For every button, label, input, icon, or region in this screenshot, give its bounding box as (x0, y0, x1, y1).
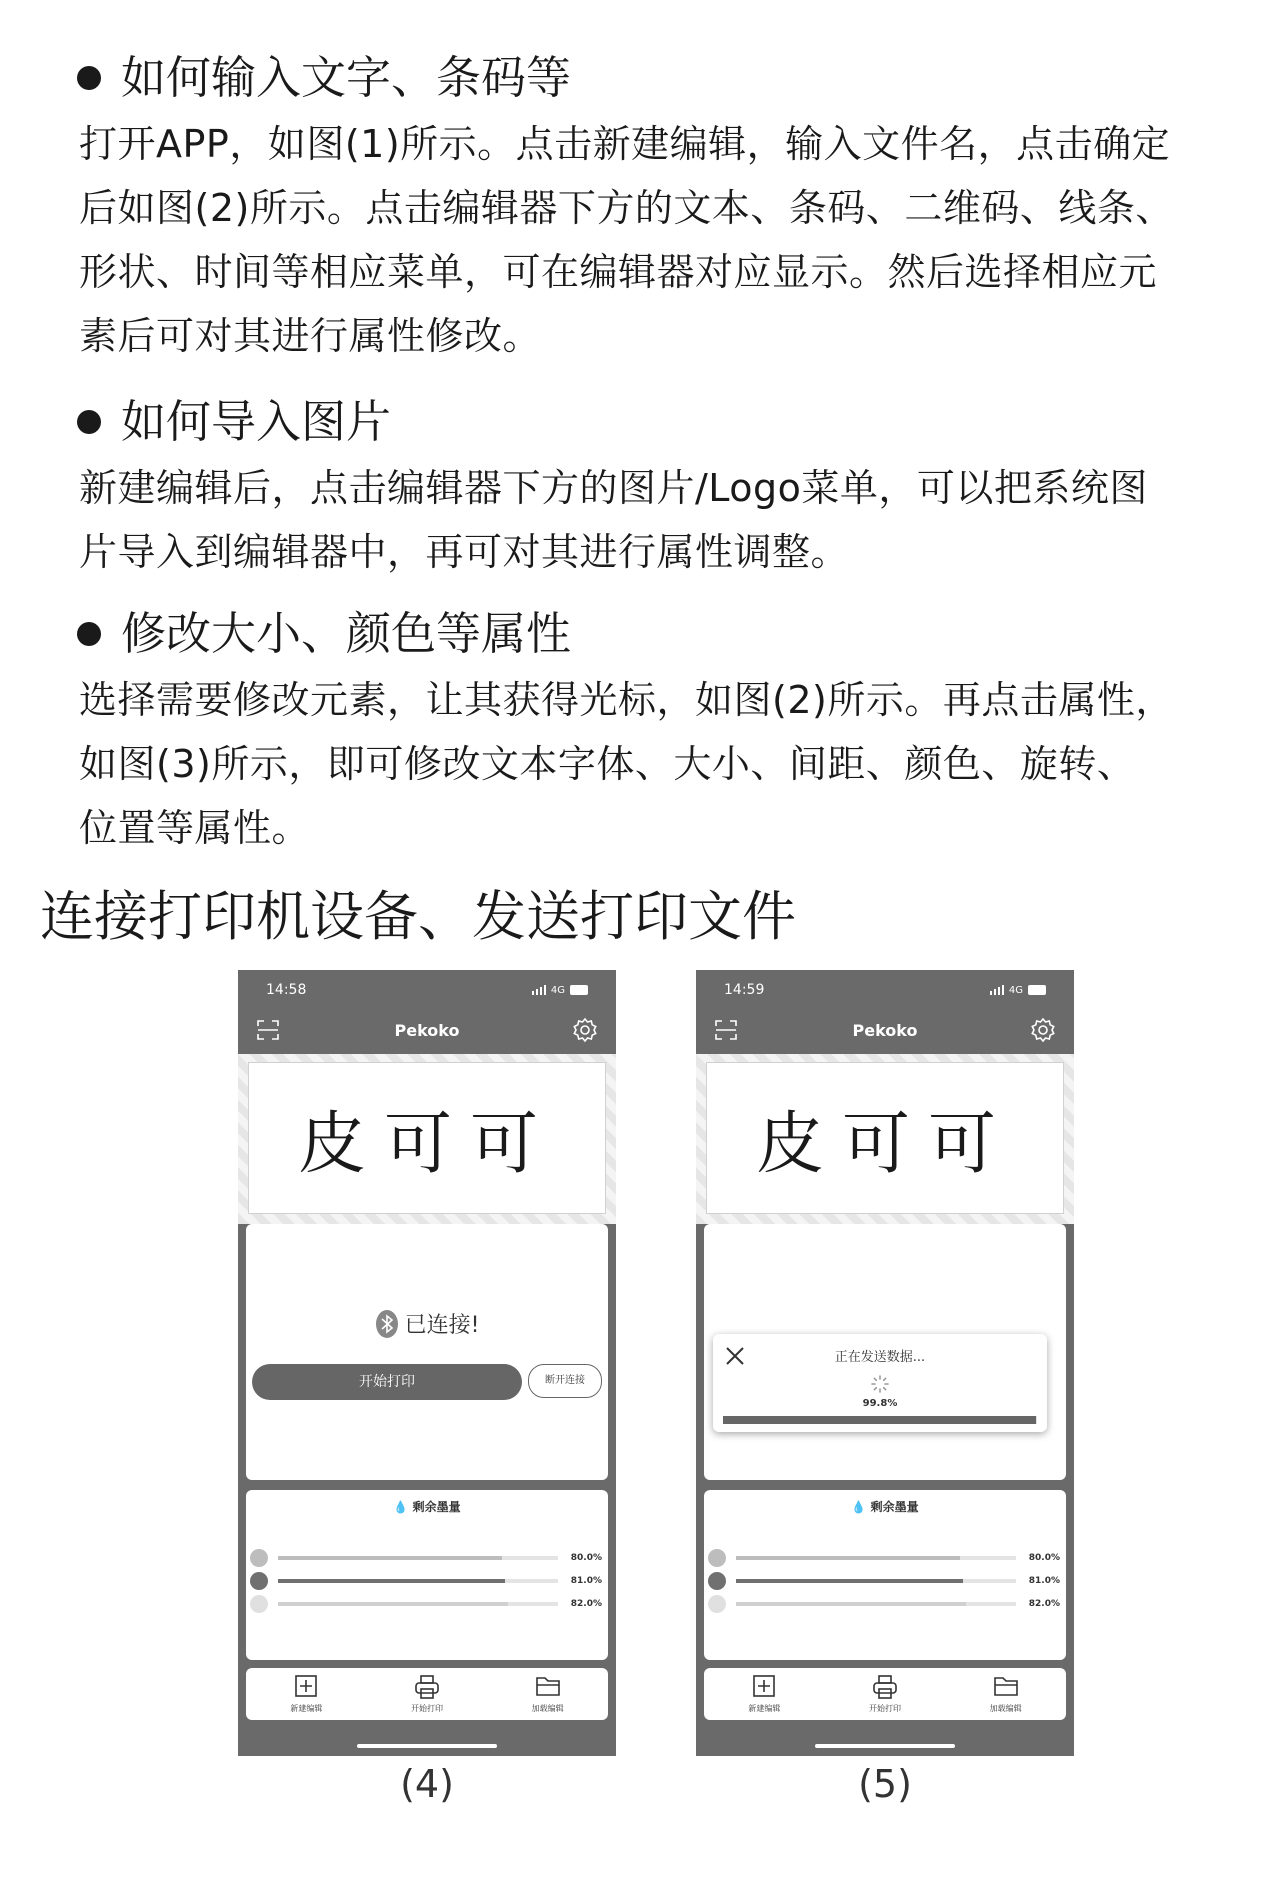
ink-row (708, 1571, 1060, 1591)
bottom-nav (246, 1668, 608, 1720)
figure-caption: (4) (400, 1762, 454, 1806)
section-body (79, 668, 1209, 860)
ink-drop-icon: 💧 (393, 1500, 409, 1514)
ink-bar-fill (736, 1556, 960, 1560)
ink-title: 剩余墨量 (412, 1500, 461, 1514)
ink-percent: 80.0% (570, 1553, 602, 1563)
nav-new-edit[interactable] (290, 1674, 322, 1714)
status-time: 14:59 (724, 982, 765, 998)
ink-color-dot (708, 1595, 726, 1613)
section-body (79, 456, 1209, 584)
body-line: 打开APP，如图(1)所示。点击新建编辑，输入文件名，点击确定 (79, 122, 1171, 166)
page-heading: 连接打印机设备、发送打印文件 (40, 885, 796, 948)
ink-drop-icon: 💧 (851, 1500, 867, 1514)
body-line: 形状、时间等相应菜单，可在编辑器对应显示。然后选择相应元 (79, 250, 1158, 294)
ink-heading (704, 1498, 1066, 1515)
ink-bar-fill (278, 1579, 505, 1583)
figure-caption: (5) (858, 1762, 912, 1806)
battery-icon (570, 985, 588, 995)
ink-color-dot (250, 1595, 268, 1613)
nav-start-print[interactable] (869, 1674, 901, 1714)
add-box-icon (750, 1674, 778, 1700)
loading-spinner-icon (870, 1374, 890, 1394)
ink-bar (278, 1579, 558, 1583)
ink-title: 剩余墨量 (870, 1500, 919, 1514)
ink-panel (704, 1490, 1066, 1660)
gear-icon[interactable] (1030, 1017, 1056, 1043)
printer-icon (413, 1674, 441, 1700)
connection-status (246, 1308, 608, 1339)
nav-label: 开始打印 (868, 1704, 901, 1713)
body-line: 选择需要修改元素，让其获得光标，如图(2)所示。再点击属性， (79, 678, 1174, 722)
add-box-icon (292, 1674, 320, 1700)
nav-new-edit[interactable] (748, 1674, 780, 1714)
body-line: 位置等属性。 (79, 806, 311, 850)
section-title: 如何导入图片 (121, 395, 392, 448)
body-line: 后如图(2)所示。点击编辑器下方的文本、条码、二维码、线条、 (79, 186, 1174, 230)
gear-icon[interactable] (572, 1017, 598, 1043)
disconnect-button[interactable]: 断开连接 (528, 1364, 602, 1398)
ink-percent: 82.0% (570, 1599, 602, 1609)
ink-row (708, 1594, 1060, 1614)
sending-dialog (713, 1334, 1047, 1432)
nav-load-edit[interactable] (532, 1674, 564, 1714)
home-indicator (815, 1744, 955, 1748)
canvas-text: 皮可可 (755, 1104, 1014, 1184)
section-import-image (75, 392, 1215, 584)
ink-bar-fill (278, 1602, 508, 1606)
nav-start-print[interactable] (411, 1674, 443, 1714)
signal-icon (532, 985, 546, 995)
ink-color-dot (708, 1572, 726, 1590)
body-line: 素后可对其进行属性修改。 (79, 314, 542, 358)
status-indicators (990, 985, 1046, 996)
app-title: Pekoko (394, 1021, 460, 1040)
ink-percent: 80.0% (1028, 1553, 1060, 1563)
sending-progress-fill (723, 1416, 1036, 1424)
ink-bar (278, 1556, 558, 1560)
ink-row (708, 1548, 1060, 1568)
ink-bar (736, 1579, 1016, 1583)
ink-color-dot (250, 1572, 268, 1590)
nav-label: 开始打印 (410, 1704, 443, 1713)
start-print-button[interactable]: 开始打印 (252, 1364, 522, 1400)
ink-bar-fill (736, 1579, 963, 1583)
bluetooth-icon (375, 1309, 399, 1339)
app-title: Pekoko (852, 1021, 918, 1040)
ink-bar-fill (278, 1556, 502, 1560)
section-text-input (75, 48, 1215, 368)
bottom-nav (704, 1668, 1066, 1720)
ink-row (250, 1571, 602, 1591)
label-canvas[interactable] (248, 1062, 606, 1214)
bullet-icon (77, 410, 101, 434)
body-line: 新建编辑后，点击编辑器下方的图片/Logo菜单，可以把系统图 (79, 466, 1148, 510)
sending-percent: 99.8% (862, 1398, 898, 1409)
nav-label: 加载编辑 (989, 1704, 1022, 1713)
body-line: 片导入到编辑器中，再可对其进行属性调整。 (79, 530, 850, 574)
ink-bar (736, 1556, 1016, 1560)
ink-percent: 81.0% (570, 1576, 602, 1586)
connected-label: 已连接! (404, 1313, 480, 1338)
ink-percent: 81.0% (1028, 1576, 1060, 1586)
ink-bar-fill (736, 1602, 966, 1606)
section-title: 如何输入文字、条码等 (121, 51, 572, 104)
signal-icon (990, 985, 1004, 995)
sending-message: 正在发送数据... (834, 1350, 926, 1365)
ink-color-dot (250, 1549, 268, 1567)
section-title: 修改大小、颜色等属性 (121, 607, 572, 660)
ink-color-dot (708, 1549, 726, 1567)
ink-percent: 82.0% (1028, 1599, 1060, 1609)
section-heading (75, 48, 1215, 108)
status-bar (724, 978, 1046, 1002)
body-line: 如图(3)所示，即可修改文本字体、大小、间距、颜色、旋转、 (79, 742, 1136, 786)
section-modify-properties (75, 604, 1215, 860)
ink-heading (246, 1498, 608, 1515)
home-indicator (357, 1744, 497, 1748)
ink-bar (278, 1602, 558, 1606)
nav-label: 加载编辑 (531, 1704, 564, 1713)
folder-icon (992, 1674, 1020, 1700)
bullet-icon (77, 622, 101, 646)
battery-icon (1028, 985, 1046, 995)
ink-row (250, 1548, 602, 1568)
nav-label: 新建编辑 (290, 1704, 323, 1713)
ink-bar (736, 1602, 1016, 1606)
nav-label: 新建编辑 (748, 1704, 781, 1713)
sending-progress-bar (723, 1416, 1037, 1424)
bullet-icon (77, 66, 101, 90)
network-label: 4G (1008, 984, 1023, 996)
status-time: 14:58 (266, 982, 307, 998)
section-body (79, 112, 1209, 368)
canvas-text: 皮可可 (297, 1104, 556, 1184)
status-indicators (532, 985, 588, 996)
ink-row (250, 1594, 602, 1614)
nav-load-edit[interactable] (990, 1674, 1022, 1714)
status-bar (266, 978, 588, 1002)
phone-screenshot-connected (238, 970, 616, 1756)
network-label: 4G (550, 984, 565, 996)
ink-panel (246, 1490, 608, 1660)
section-heading (75, 604, 1215, 664)
section-heading (75, 392, 1215, 452)
printer-icon (871, 1674, 899, 1700)
connection-panel (246, 1224, 608, 1480)
folder-icon (534, 1674, 562, 1700)
label-canvas[interactable] (706, 1062, 1064, 1214)
